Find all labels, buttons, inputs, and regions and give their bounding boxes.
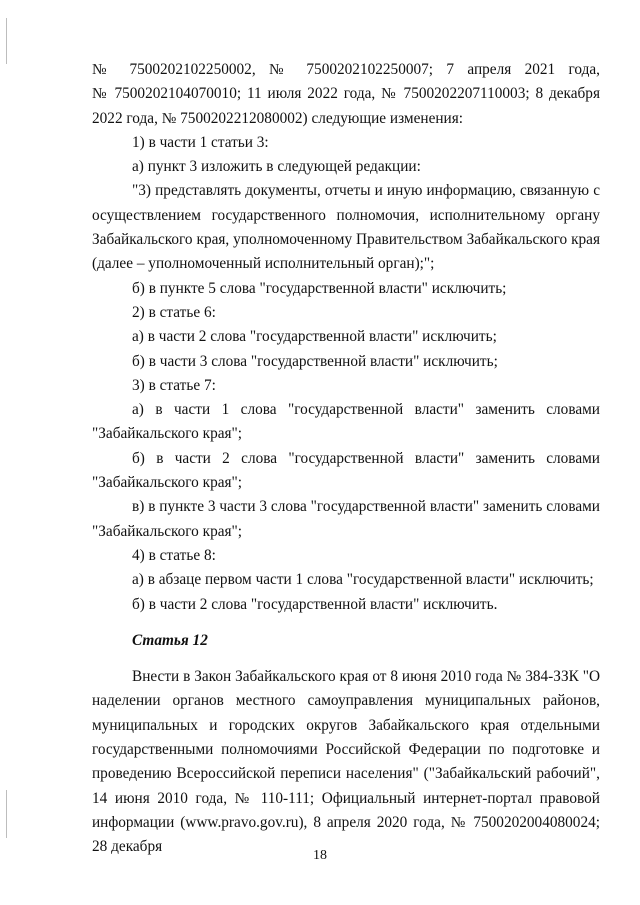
- scan-margin-mark-bottom: [6, 790, 7, 838]
- amendment-item-1: 1) в части 1 статьи 3:: [132, 133, 269, 151]
- amendment-item-2: а) пункт 3 изложить в следующей редакции:: [132, 158, 421, 176]
- document-text: [92, 58, 600, 860]
- amendment-item-11: в) в пункте 3 части 3 слова "государственной власти" заменить словами "Забайкальского края";: [92, 498, 600, 540]
- amendment-item-5: 2) в статье 6:: [132, 303, 216, 321]
- amendment-item-8: 3) в статье 7:: [132, 376, 216, 394]
- amendment-item-12: 4) в статье 8:: [132, 546, 216, 564]
- document-line-3: 2022 года, № 7500202212080002) следующие изменения:: [92, 109, 464, 127]
- amendment-item-7: б) в части 3 слова "государственной власти" исключить;: [132, 352, 498, 370]
- article-paragraph: Внести в Закон Забайкальского края от 8 июня 2010 года № 384-ЗЗК "О наделении органов местного самоуправления муниципальных районов, муниципальных и городских округов Забайкальского края отдельными государственными полномочиями Российской Федерации по подготовке и проведению Всероссийской переписи населения" ("Забайкальский рабочий", 14 июня 2010 года, № 110-111; Официальный интернет-портал правовой информации (www.pravo.gov.ru), 8 апреля 2020 года, № 7500202004080024; 28 декабря: [92, 668, 600, 856]
- amendment-item-10: б) в части 2 слова "государственной власти" заменить словами "Забайкальского края";: [92, 449, 600, 492]
- amendment-item-3: "3) представлять документы, отчеты и иную информацию, связанную с осуществлением государственного полномочия, исполнительному органу Забайкальского края, уполномоченному Правительством Забайкальского края (далее – уполномоченный исполнительный орган);";: [92, 182, 600, 273]
- amendment-item-14: б) в части 2 слова "государственной власти" исключить.: [132, 595, 498, 613]
- amendment-item-4: б) в пункте 5 слова "государственной власти" исключить;: [132, 279, 507, 297]
- scan-margin-mark-top: [6, 18, 7, 64]
- article-heading: Статья 12: [132, 631, 208, 649]
- document-line-1: № 7500202102250002, № 7500202102250007; 7 апреля 2021 года,: [92, 61, 600, 78]
- page-number: 18: [313, 848, 327, 863]
- amendment-item-13: а) в абзаце первом части 1 слова "государственной власти" исключить;: [132, 571, 594, 589]
- amendment-item-6: а) в части 2 слова "государственной власти" исключить;: [132, 328, 497, 346]
- document-line-2: № 7500202104070010; 11 июля 2022 года, № 7500202207110003; 8 декабря: [92, 85, 600, 103]
- amendment-item-9: а) в части 1 слова "государственной власти" заменить словами "Забайкальского края";: [92, 401, 600, 443]
